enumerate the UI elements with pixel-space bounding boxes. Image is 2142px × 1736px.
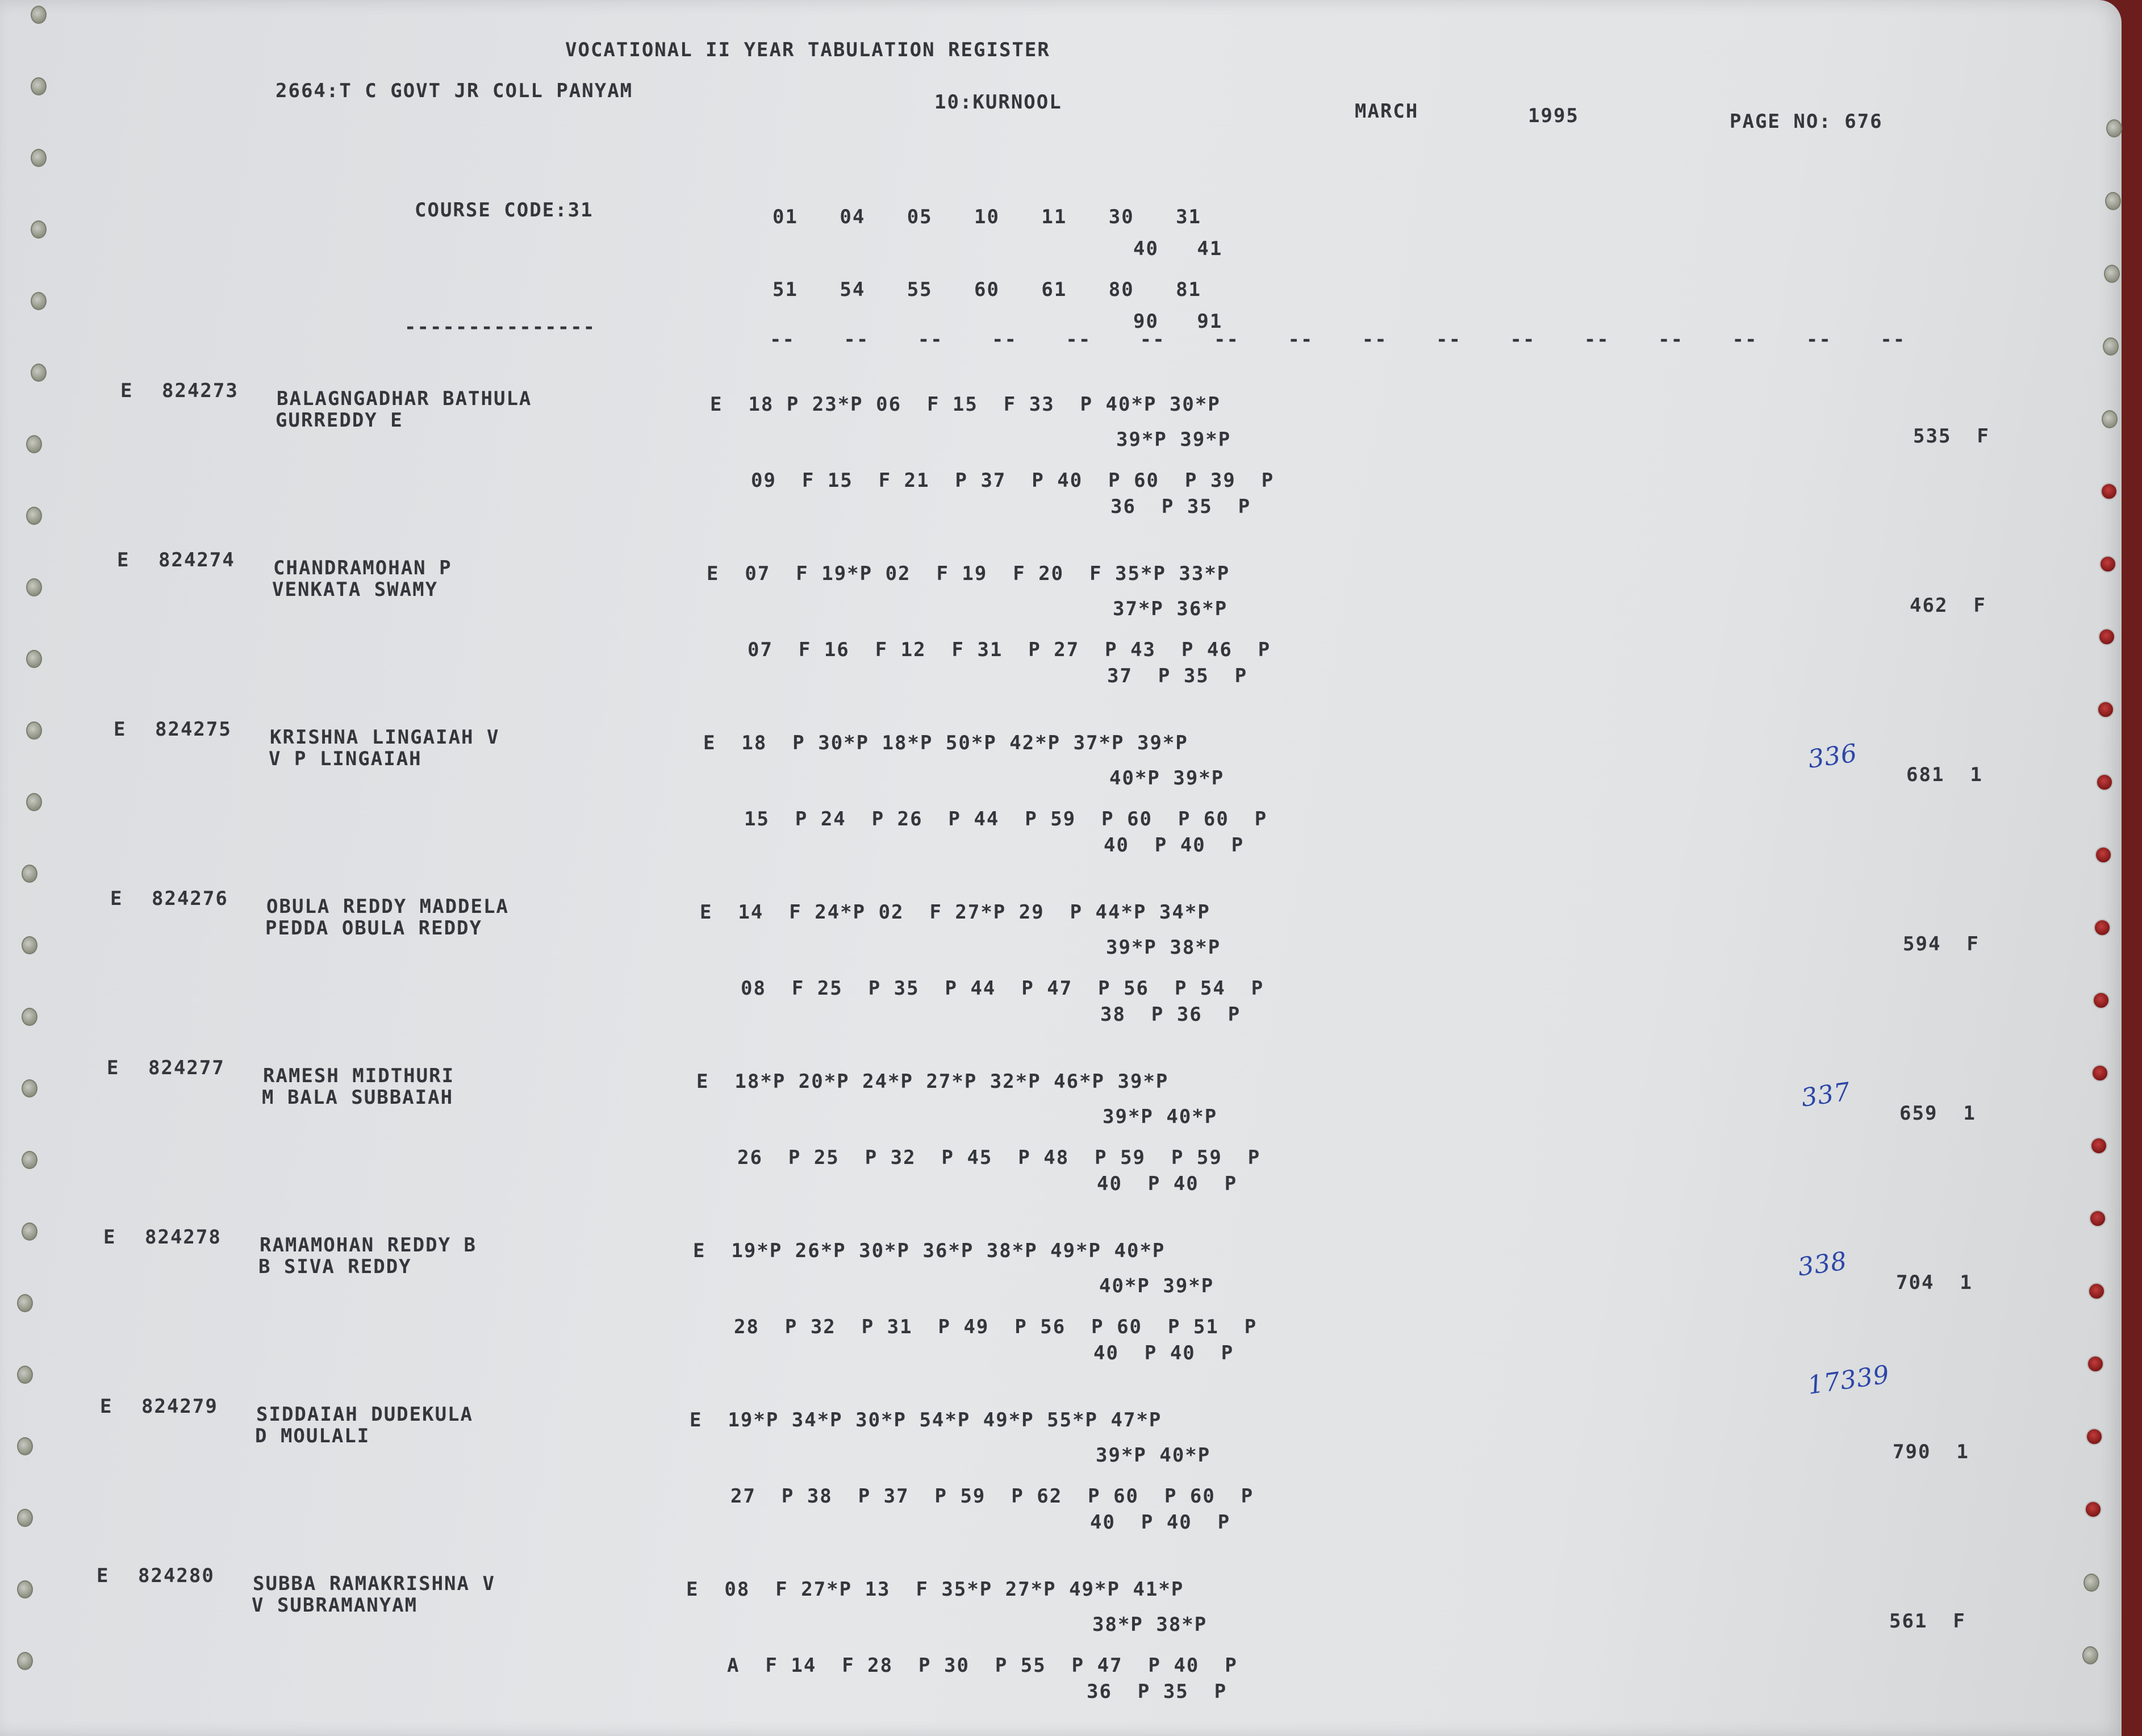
- total-result: 790 1: [1893, 1441, 1969, 1463]
- marks-line-2: 07 F 16 F 12 F 31 P 27 P 43 P 46 P: [748, 639, 1271, 661]
- father-name: VENKATA SWAMY: [272, 578, 439, 601]
- marks-line-1b: 39*P 40*P: [1103, 1105, 1218, 1128]
- total-result: 594 F: [1903, 933, 1980, 955]
- student-flag: E: [110, 887, 123, 910]
- father-name: M BALA SUBBAIAH: [262, 1086, 454, 1109]
- feed-hole: [2098, 628, 2115, 645]
- course-underline: ---------------: [404, 316, 596, 339]
- student-name: SIDDAIAH DUDEKULA: [256, 1403, 473, 1426]
- feed-hole: [22, 936, 37, 954]
- marks-line-2: 15 P 24 P 26 P 44 P 59 P 60 P 60 P: [744, 808, 1268, 831]
- student-name: OBULA REDDY MADDELA: [266, 895, 509, 918]
- feed-hole: [22, 865, 37, 883]
- subject-codes-row1b: 40 41: [1133, 237, 1223, 260]
- roll-number: 824274: [158, 549, 235, 571]
- feed-hole: [2090, 1137, 2107, 1154]
- feed-hole: [2087, 1355, 2104, 1372]
- student-name: KRISHNA LINGAIAH V: [270, 726, 500, 749]
- father-name: V SUBRAMANYAM: [252, 1594, 418, 1617]
- marks-line-1b: 39*P 40*P: [1096, 1444, 1211, 1467]
- feed-hole: [2089, 1210, 2106, 1227]
- father-name: PEDDA OBULA REDDY: [265, 917, 482, 940]
- student-name: SUBBA RAMAKRISHNA V: [253, 1572, 495, 1595]
- marks-line-2b: 37 P 35 P: [1107, 665, 1248, 687]
- roll-number: 824279: [141, 1395, 218, 1418]
- feed-hole: [17, 1366, 33, 1384]
- total-result: 681 1: [1906, 763, 1983, 786]
- district: 10:KURNOOL: [934, 91, 1062, 114]
- college-name: 2664:T C GOVT JR COLL PANYAM: [275, 80, 633, 102]
- feed-hole: [31, 364, 47, 382]
- student-flag: E: [114, 718, 127, 741]
- marks-line-1b: 38*P 38*P: [1092, 1613, 1208, 1636]
- marks-line-2b: 40 P 40 P: [1097, 1172, 1238, 1195]
- feed-hole: [2091, 1065, 2108, 1082]
- subject-codes-row1: 01 04 05 10 11 30 31: [773, 206, 1202, 228]
- feed-hole: [26, 435, 42, 453]
- exam-month: MARCH: [1355, 100, 1419, 123]
- marks-line-2b: 38 P 36 P: [1100, 1003, 1241, 1026]
- subject-codes-row2: 51 54 55 60 61 80 81: [773, 278, 1202, 301]
- father-name: GURREDDY E: [275, 409, 403, 432]
- feed-hole: [22, 1151, 37, 1169]
- feed-hole: [17, 1509, 33, 1527]
- feed-hole: [2088, 1283, 2105, 1300]
- feed-hole: [2082, 1646, 2098, 1664]
- marks-line-1: E 07 F 19*P 02 F 19 F 20 F 35*P 33*P: [707, 562, 1230, 585]
- marks-line-2b: 36 P 35 P: [1110, 495, 1251, 518]
- feed-hole: [22, 1008, 37, 1026]
- feed-hole: [22, 1079, 37, 1097]
- feed-hole: [2085, 1501, 2102, 1518]
- feed-hole: [22, 1222, 37, 1241]
- feed-hole: [26, 507, 42, 525]
- student-flag: E: [107, 1057, 120, 1079]
- marks-line-2: 08 F 25 P 35 P 44 P 47 P 56 P 54 P: [741, 977, 1264, 1000]
- marks-line-1b: 40*P 39*P: [1099, 1275, 1214, 1297]
- marks-line-1b: 37*P 36*P: [1113, 598, 1228, 620]
- feed-hole: [2094, 919, 2111, 936]
- handwritten-note: 338: [1796, 1246, 1849, 1282]
- feed-hole: [17, 1652, 33, 1670]
- marks-line-1b: 39*P 38*P: [1106, 936, 1221, 959]
- roll-number: 824280: [138, 1564, 215, 1587]
- subject-codes-row2b: 90 91: [1133, 310, 1223, 333]
- father-name: B SIVA REDDY: [258, 1255, 412, 1278]
- student-flag: E: [100, 1395, 113, 1418]
- roll-number: 824273: [162, 379, 239, 402]
- marks-line-1: E 19*P 34*P 30*P 54*P 49*P 55*P 47*P: [690, 1409, 1162, 1432]
- feed-hole: [2093, 992, 2110, 1009]
- total-result: 561 F: [1889, 1610, 1966, 1633]
- marks-line-2: 28 P 32 P 31 P 49 P 56 P 60 P 51 P: [734, 1316, 1258, 1338]
- feed-hole: [2097, 701, 2114, 718]
- feed-hole: [2086, 1428, 2103, 1445]
- student-flag: E: [103, 1226, 116, 1249]
- marks-line-1b: 39*P 39*P: [1116, 428, 1231, 451]
- feed-hole: [31, 77, 47, 95]
- feed-hole: [26, 721, 42, 740]
- register-title: VOCATIONAL II YEAR TABULATION REGISTER: [565, 39, 1050, 61]
- marks-line-2b: 40 P 40 P: [1093, 1342, 1234, 1364]
- marks-line-2b: 40 P 40 P: [1104, 834, 1245, 857]
- feed-hole: [17, 1437, 33, 1455]
- marks-line-1: E 18 P 23*P 06 F 15 F 33 P 40*P 30*P: [710, 393, 1221, 416]
- feed-hole: [31, 220, 47, 239]
- roll-number: 824278: [145, 1226, 222, 1249]
- marks-line-1: E 08 F 27*P 13 F 35*P 27*P 49*P 41*P: [686, 1578, 1184, 1601]
- student-name: BALAGNGADHAR BATHULA: [277, 387, 532, 410]
- handwritten-note: 336: [1806, 738, 1860, 774]
- marks-line-1: E 18*P 20*P 24*P 27*P 32*P 46*P 39*P: [696, 1070, 1169, 1093]
- marks-line-2: 27 P 38 P 37 P 59 P 62 P 60 P 60 P: [730, 1485, 1254, 1508]
- feed-hole: [26, 650, 42, 668]
- roll-number: 824275: [155, 718, 232, 741]
- column-dashes: -- -- -- -- -- -- -- -- -- -- -- -- -- -- -- --: [770, 328, 1906, 351]
- total-result: 659 1: [1899, 1102, 1976, 1125]
- student-flag: E: [120, 379, 133, 402]
- exam-year: 1995: [1528, 105, 1579, 127]
- marks-line-2b: 36 P 35 P: [1087, 1680, 1227, 1703]
- student-name: CHANDRAMOHAN P: [273, 557, 452, 579]
- marks-line-2: 26 P 25 P 32 P 45 P 48 P 59 P 59 P: [737, 1146, 1261, 1169]
- feed-hole: [2096, 774, 2113, 791]
- marks-line-2: 09 F 15 F 21 P 37 P 40 P 60 P 39 P: [751, 469, 1275, 492]
- feed-hole: [31, 6, 47, 24]
- page-number: PAGE NO: 676: [1730, 110, 1883, 133]
- student-flag: E: [97, 1564, 110, 1587]
- roll-number: 824277: [148, 1057, 225, 1079]
- handwritten-note: 337: [1799, 1077, 1853, 1113]
- total-result: 462 F: [1910, 594, 1986, 617]
- student-flag: E: [117, 549, 130, 571]
- father-name: V P LINGAIAH: [269, 748, 422, 770]
- feed-hole: [26, 578, 42, 596]
- marks-line-2: A F 14 F 28 P 30 P 55 P 47 P 40 P: [727, 1654, 1238, 1677]
- marks-line-1: E 19*P 26*P 30*P 36*P 38*P 49*P 40*P: [693, 1240, 1166, 1262]
- feed-hole: [2101, 483, 2118, 500]
- feed-hole: [31, 149, 47, 167]
- total-result: 704 1: [1896, 1271, 1973, 1294]
- total-result: 535 F: [1913, 425, 1990, 448]
- feed-hole: [26, 793, 42, 811]
- handwritten-note: 17339: [1806, 1360, 1892, 1400]
- feed-hole: [2104, 265, 2120, 283]
- roll-number: 824276: [152, 887, 228, 910]
- student-name: RAMESH MIDTHURI: [263, 1065, 455, 1087]
- father-name: D MOULALI: [255, 1425, 370, 1447]
- feed-hole: [2083, 1574, 2099, 1592]
- feed-hole: [17, 1294, 33, 1312]
- feed-hole: [2105, 192, 2121, 210]
- marks-line-2b: 40 P 40 P: [1090, 1511, 1231, 1534]
- feed-hole: [2102, 410, 2118, 428]
- feed-hole: [2106, 119, 2122, 137]
- feed-hole: [2095, 846, 2112, 863]
- feed-hole: [2099, 556, 2116, 573]
- feed-hole: [17, 1580, 33, 1599]
- marks-line-1b: 40*P 39*P: [1109, 767, 1225, 790]
- feed-hole: [2103, 337, 2119, 356]
- marks-line-1: E 14 F 24*P 02 F 27*P 29 P 44*P 34*P: [700, 901, 1210, 924]
- course-code-label: COURSE CODE:31: [415, 199, 594, 222]
- student-name: RAMAMOHAN REDDY B: [260, 1234, 477, 1257]
- feed-hole: [31, 292, 47, 310]
- marks-line-1: E 18 P 30*P 18*P 50*P 42*P 37*P 39*P: [703, 732, 1188, 754]
